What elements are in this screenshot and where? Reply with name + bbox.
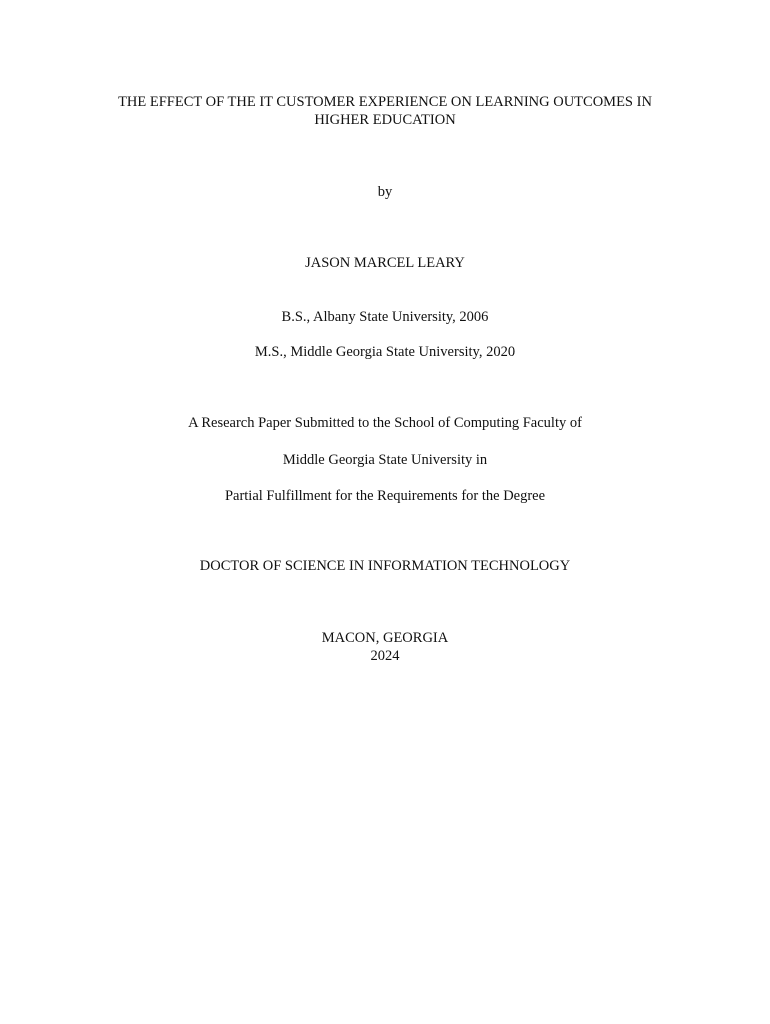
by-line: by bbox=[377, 184, 393, 200]
submission-line-1: A Research Paper Submitted to the School of Computing Faculty of bbox=[188, 415, 582, 431]
prior-degree-bs: B.S., Albany State University, 2006 bbox=[281, 309, 489, 325]
location: MACON, GEORGIA bbox=[321, 630, 449, 646]
author-name: JASON MARCEL LEARY bbox=[305, 255, 465, 271]
title-line-2: HIGHER EDUCATION bbox=[314, 112, 456, 128]
year: 2024 bbox=[370, 648, 400, 664]
submission-line-3: Partial Fulfillment for the Requirements for the Degree bbox=[224, 488, 546, 504]
title-line-1: THE EFFECT OF THE IT CUSTOMER EXPERIENCE ON LEARNING OUTCOMES IN bbox=[118, 94, 652, 110]
prior-degree-ms: M.S., Middle Georgia State University, 2020 bbox=[254, 344, 516, 360]
degree-sought: DOCTOR OF SCIENCE IN INFORMATION TECHNOLOGY bbox=[199, 558, 571, 574]
submission-line-2: Middle Georgia State University in bbox=[282, 452, 488, 468]
